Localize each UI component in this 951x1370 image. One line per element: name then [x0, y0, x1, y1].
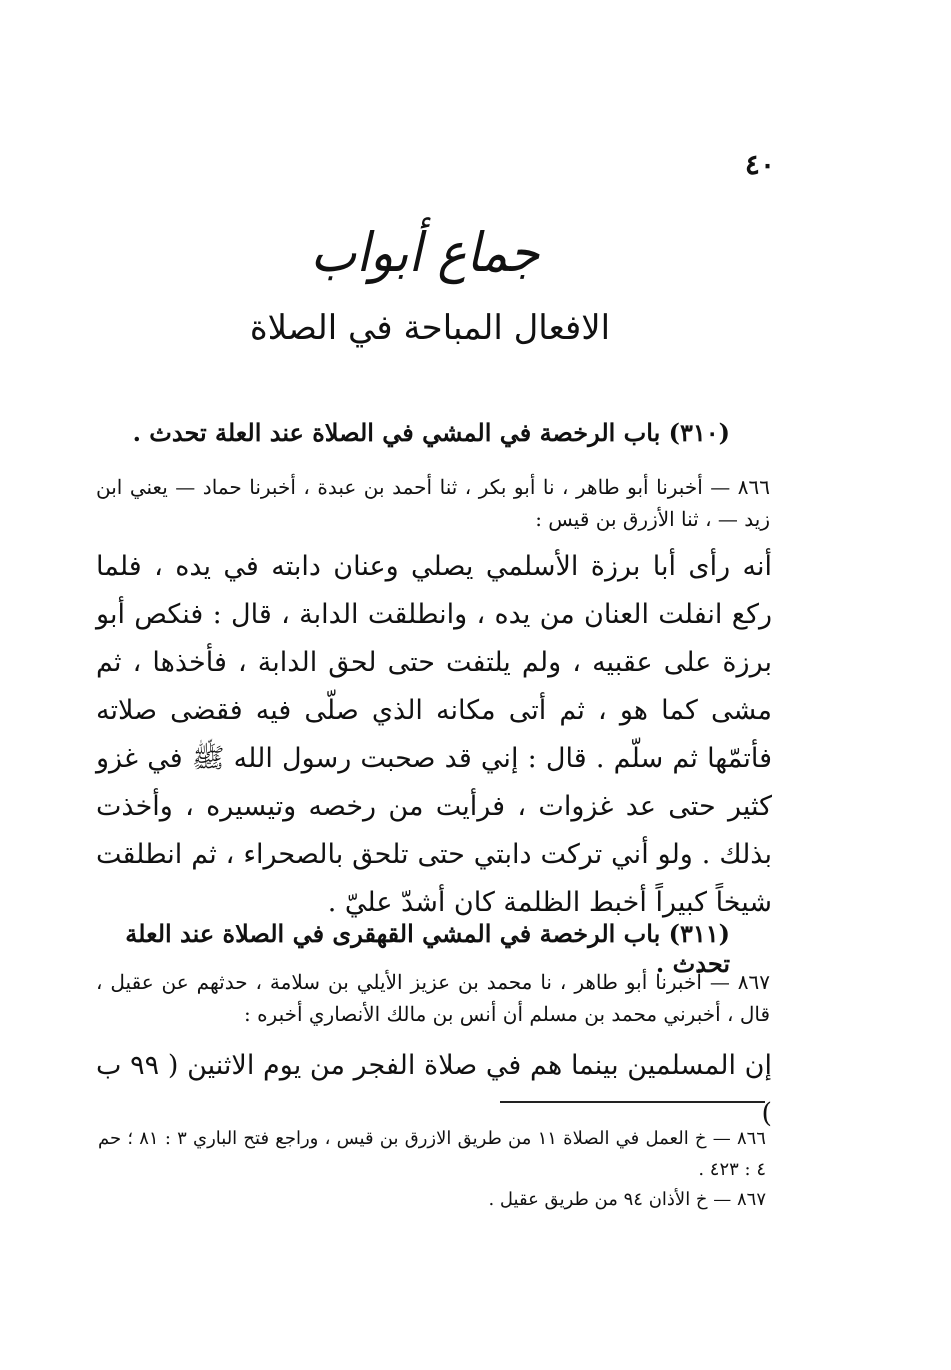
section-title: جماع أبواب — [310, 221, 540, 284]
section-subtitle: الافعال المباحة في الصلاة — [249, 308, 611, 348]
footnotes — [98, 1124, 766, 1216]
footnote-866: ٨٦٦ — خ العمل في الصلاة ١١ من طريق الازرق بن قيس ، وراجع فتح الباري ٣ : ٨١ ؛ حم ٤ : ٤٢٣ . — [98, 1128, 766, 1180]
hadith-isnad-866: ٨٦٦ — أخبرنا أبو طاهر ، نا أبو بكر ، ثنا أحمد بن عبدة ، أخبرنا حماد — يعني ابن زيد — ، ثنا الأزرق بن قيس : — [96, 475, 770, 531]
hadith-text-867: إن المسلمين بينما هم في صلاة الفجر من يوم الاثنين ( ٩٩ ب ) — [96, 1050, 772, 1130]
hadith-isnad-867: ٨٦٧ — أخبرنا أبو طاهر ، نا محمد بن عزيز الأيلي بن سلامة ، حدثهم عن عقيل ، قال ، أخبرني محمد بن مسلم أن أنس بن مالك الأنصاري أخبره : — [96, 970, 770, 1026]
chapter-heading-311: (٣١١) باب الرخصة في المشي القهقرى في الصلاة عند العلة تحدث . — [125, 919, 730, 978]
footnote-867: ٨٦٧ — خ الأذان ٩٤ من طريق عقيل . — [488, 1189, 766, 1211]
chapter-heading-310: (٣١٠) باب الرخصة في المشي في الصلاة عند العلة تحدث . — [132, 418, 730, 447]
hadith-text-866: أنه رأى أبا برزة الأسلمي يصلي وعنان دابته في يده ، فلما ركع انفلت العنان من يده ، وانطلقت الدابة ، قال : فنكص أبو برزة على عقبيه ، ولم يلتفت حتى لحق الدابة ، فأخذها ، ثم مشى كما هو ، ثم أتى مكانه الذي صلّى فيه فقضى صلاته فأتمّها ثم سلّم . قال : إني قد صحبت رسول الله ﷺ في غزو كثير حتى عد غزوات ، فرأيت من رخصه وتيسيره ، وأخذت بذلك . ولو أني تركت دابتي حتى تلحق بالصحراء ، ثم انطلقت شيخاً كبيراً أخبط الظلمة كان أشدّ عليّ . — [96, 551, 772, 919]
page-number: ٤٠ — [744, 148, 775, 181]
footnote-divider — [500, 1101, 765, 1103]
